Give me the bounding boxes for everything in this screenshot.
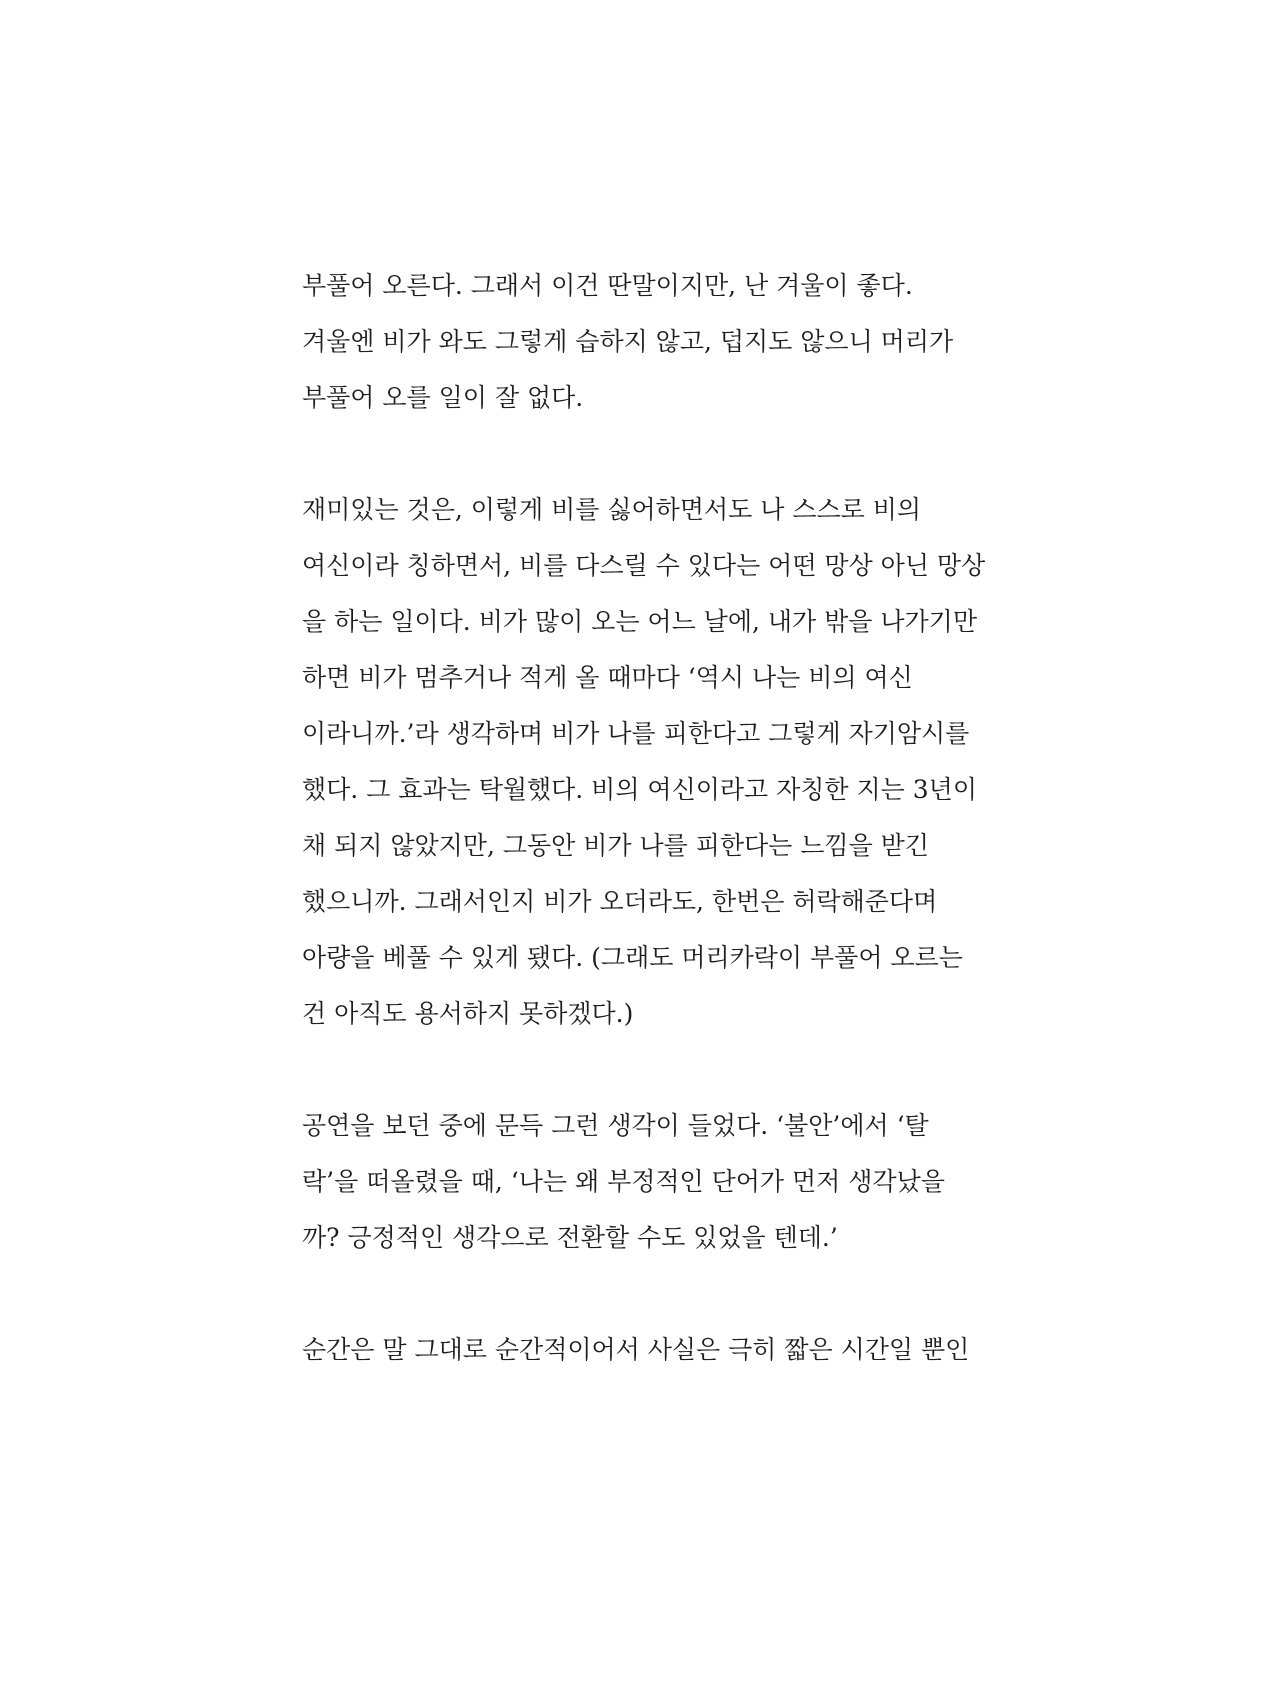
paragraph-1: [302, 258, 982, 426]
text-line: 공연을 보던 중에 문득 그런 생각이 들었다. ‘불안’에서 ‘탈: [302, 1111, 929, 1140]
paragraph-3: [302, 1098, 982, 1266]
text-line: 순간은 말 그대로 순간적이어서 사실은 극히 짧은 시간일 뿐인: [302, 1335, 970, 1364]
text-line: 건 아직도 용서하지 못하겠다.): [302, 999, 634, 1028]
text-line: 이라니까.’라 생각하며 비가 나를 피한다고 그렇게 자기암시를: [302, 719, 970, 748]
paragraph-2: [302, 482, 986, 1042]
text-line: 을 하는 일이다. 비가 많이 오는 어느 날에, 내가 밖을 나가기만: [302, 607, 977, 636]
paragraph-spacer: [302, 426, 982, 482]
text-line: 하면 비가 멈추거나 적게 올 때마다 ‘역시 나는 비의 여신: [302, 663, 913, 692]
text-line: 겨울엔 비가 와도 그렇게 습하지 않고, 덥지도 않으니 머리가: [302, 327, 954, 356]
body-text: [302, 258, 986, 1378]
text-line: 했다. 그 효과는 탁월했다. 비의 여신이라고 자칭한 지는 3년이: [302, 775, 977, 804]
paragraph-spacer: [302, 1042, 982, 1098]
text-line: 아량을 베풀 수 있게 됐다. (그래도 머리카락이 부풀어 오르는: [302, 943, 963, 972]
text-line: 재미있는 것은, 이렇게 비를 싫어하면서도 나 스스로 비의: [302, 495, 922, 524]
paragraph-4: [302, 1322, 982, 1378]
paragraph-spacer: [302, 1266, 982, 1322]
text-line: 부풀어 오른다. 그래서 이건 딴말이지만, 난 겨울이 좋다.: [302, 271, 913, 300]
text-line: 부풀어 오를 일이 잘 없다.: [302, 383, 584, 412]
text-line: 락’을 떠올렸을 때, ‘나는 왜 부정적인 단어가 먼저 생각났을: [302, 1167, 945, 1196]
text-line: 여신이라 칭하면서, 비를 다스릴 수 있다는 어떤 망상 아닌 망상: [302, 551, 986, 580]
text-line: 채 되지 않았지만, 그동안 비가 나를 피한다는 느낌을 받긴: [302, 831, 929, 860]
text-line: 했으니까. 그래서인지 비가 오더라도, 한번은 허락해준다며: [302, 887, 938, 916]
text-line: 까? 긍정적인 생각으로 전환할 수도 있었을 텐데.’: [302, 1223, 838, 1252]
